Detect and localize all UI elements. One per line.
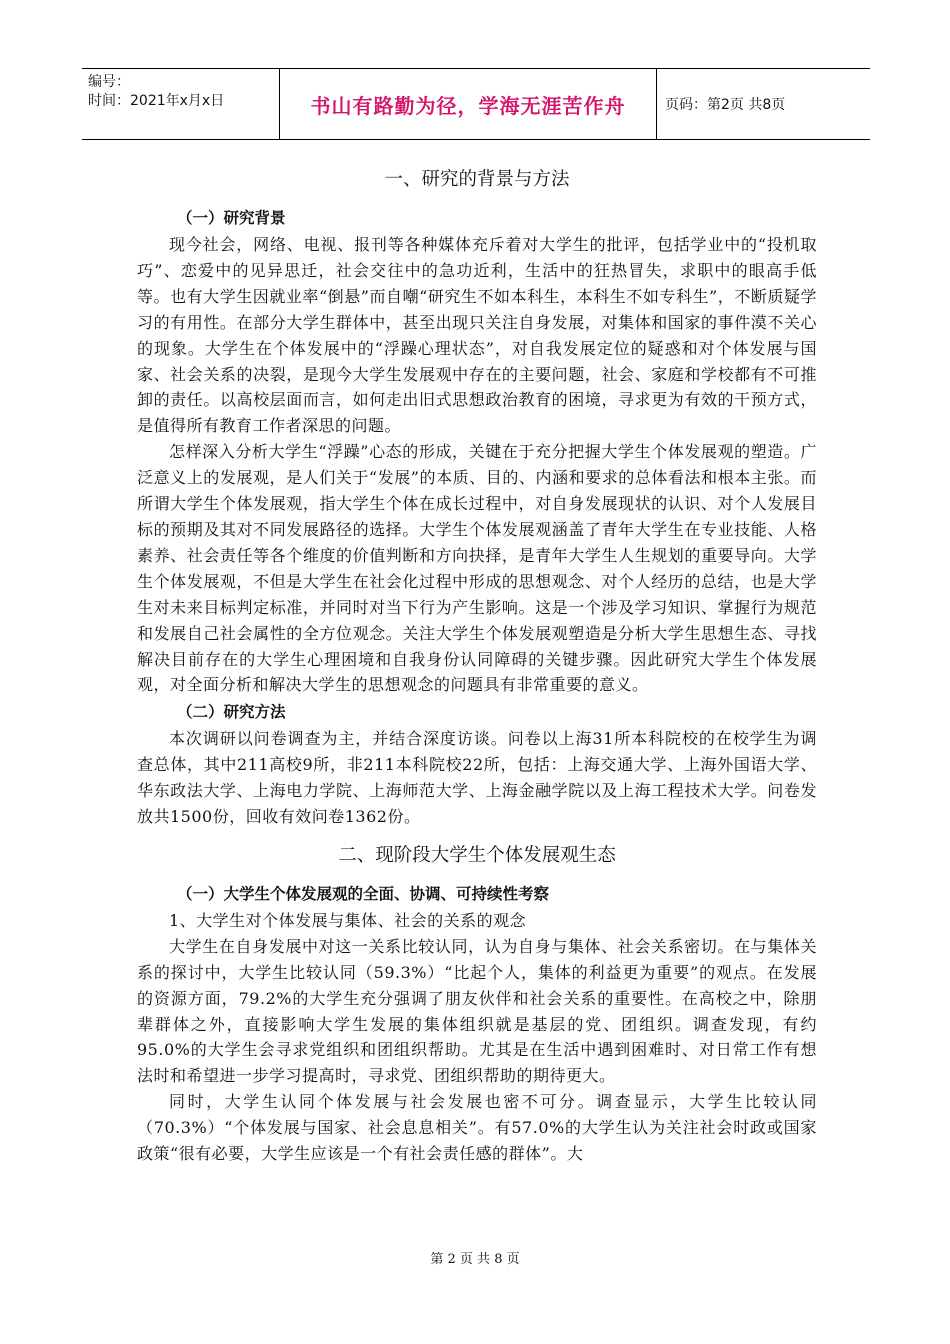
page-header xyxy=(82,68,870,140)
section2-title: 二、现阶段大学生个体发展观生态 xyxy=(338,844,616,866)
header-motto-cell xyxy=(280,69,657,139)
document-body xyxy=(137,166,817,1167)
time-label: 时间：2021年x月x日 xyxy=(88,93,225,109)
paragraph: 同时，大学生认同个体发展与社会发展也密不可分。调查显示，大学生比较认同（70.3%）“个体发展与国家、社会息息相关”。有57.0%的大学生认为关注社会时政或国家政策“很有必要，大学生应该是一个有社会责任感的群体”。大 xyxy=(137,1092,817,1164)
section1-title: 一、研究的背景与方法 xyxy=(384,169,570,190)
section1-sub2-title: （二）研究方法 xyxy=(177,703,286,722)
page-footer: 第 2 页 共 8 页 xyxy=(430,1252,520,1267)
paragraph: 本次调研以问卷调查为主，并结合深度访谈。问卷以上海31所本科院校的在校学生为调查总体，其中211高校9所，非211本科院校22所，包括：上海交通大学、上海外国语大学、华东政法大学、上海电力学院、上海师范大学、上海金融学院以及上海工程技术大学。问卷发放共1500份，回收有效问卷1362份。 xyxy=(137,729,817,827)
number-label: 编号： xyxy=(88,74,130,90)
section1-sub1-title: （一）研究背景 xyxy=(177,209,286,227)
paragraph: 怎样深入分析大学生“浮躁”心态的形成，关键在于充分把握大学生个体发展观的塑造。广泛意义上的发展观，是人们关于“发展”的本质、目的、内涵和要求的总体看法和根本主张。而所谓大学生个体发展观，指大学生个体在成长过程中，对自身发展现状的认识、对个人发展目标的预期及其对不同发展路径的选择。大学生个体发展观涵盖了青年大学生在专业技能、人格素养、社会责任等各个维度的价值判断和方向抉择，是青年大学生人生规划的重要导向。大学生个体发展观，不但是大学生在社会化过程中形成的思想观念、对个人经历的总结，也是大学生对未来目标判定标准，并同时对当下行为产生影响。这是一个涉及学习知识、掌握行为规范和发展自己社会属性的全方位观念。关注大学生个体发展观塑造是分析大学生思想生态、寻找解决目前存在的大学生心理困境和自我身份认同障碍的关键步骤。因此研究大学生个体发展观，对全面分析和解决大学生的思想观念的问题具有非常重要的意义。 xyxy=(137,442,817,695)
header-page-info: 页码：第2页 共8页 xyxy=(665,97,786,113)
item-title: 1、大学生对个体发展与集体、社会的关系的观念 xyxy=(169,910,527,930)
header-meta xyxy=(82,69,280,139)
section2-sub1-title: （一）大学生个体发展观的全面、协调、可持续性考察 xyxy=(177,884,550,903)
paragraph: 大学生在自身发展中对这一关系比较认同，认为自身与集体、社会关系密切。在与集体关系的探讨中，大学生比较认同（59.3%）“比起个人，集体的利益更为重要”的观点。在发展的资源方面，79.2%的大学生充分强调了朋友伙伴和社会关系的重要性。在高校之中，除朋辈群体之外，直接影响大学生发展的集体组织就是基层的党、团组织。调查发现，有约95.0%的大学生会寻求党组织和团组织帮助。尤其是在生活中遇到困难时、对日常工作有想法时和希望进一步学习提高时，寻求党、团组织帮助的期待更大。 xyxy=(137,936,817,1086)
header-motto: 书山有路勤为径，学海无涯苦作舟 xyxy=(310,93,626,118)
paragraph: 现今社会，网络、电视、报刊等各种媒体充斥着对大学生的批评，包括学业中的“投机取巧”、恋爱中的见异思迁，社会交往中的急功近利，生活中的狂热冒失，求职中的眼高手低等。也有大学生因就业率“倒悬”而自嘲“研究生不如本科生，本科生不如专科生”，不断质疑学习的有用性。在部分大学生群体中，甚至出现只关注自身发展，对集体和国家的事件漠不关心的现象。大学生在个体发展中的“浮躁心理状态”，对自我发展定位的疑惑和对个体发展与国家、社会关系的决裂，是现今大学生发展观中存在的主要问题，社会、家庭和学校都有不可推卸的责任。以高校层面而言，如何走出旧式思想政治教育的困境，寻求更为有效的干预方式，是值得所有教育工作者深思的问题。 xyxy=(137,235,817,436)
